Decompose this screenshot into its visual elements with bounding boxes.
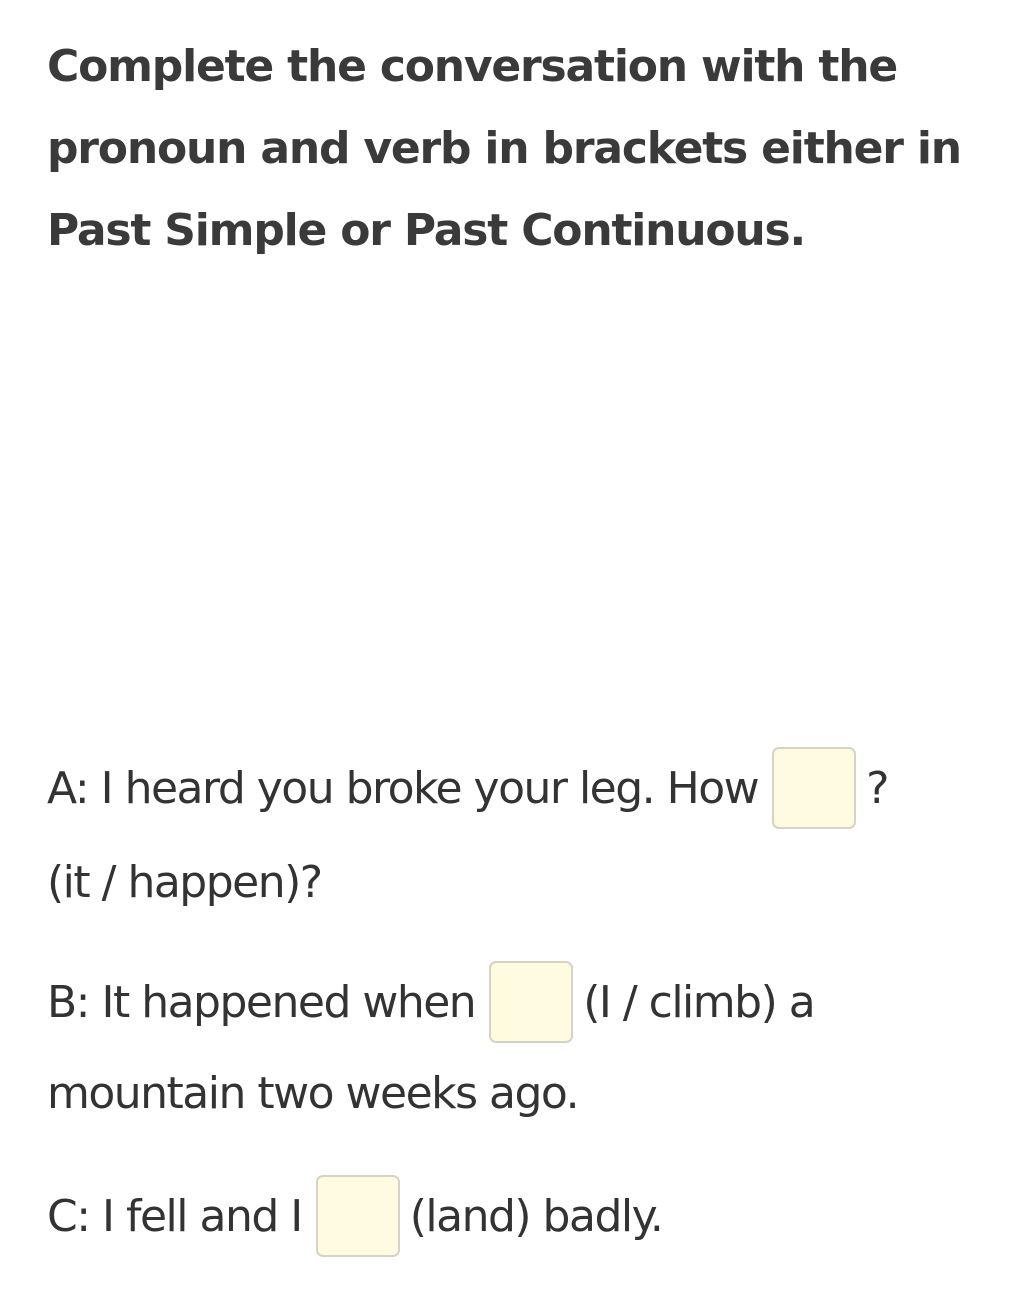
line-a-text: A: I heard you broke your leg. How <box>47 762 759 814</box>
exercise-instruction: Complete the conversation with the pronoun and verb in brackets either in Past Simple or Past Continuous. <box>47 41 961 256</box>
answer-input-a[interactable] <box>772 747 856 829</box>
dialogue-line-a <box>47 748 888 828</box>
dialogue-line-a-hint <box>47 842 322 922</box>
line-b-text: B: It happened when <box>47 976 476 1028</box>
line-c-text: C: I fell and I <box>47 1190 302 1242</box>
dialogue-line-c <box>47 1176 662 1256</box>
line-b-continuation-text: mountain two weeks ago. <box>47 1067 579 1119</box>
line-c-hint: (land) badly. <box>409 1190 663 1242</box>
line-a-hint: (it / happen)? <box>47 856 322 908</box>
line-a-question-mark: ? <box>866 762 888 814</box>
dialogue-line-b <box>47 962 814 1042</box>
answer-input-b[interactable] <box>489 961 573 1043</box>
dialogue-line-b-continuation <box>47 1053 578 1133</box>
answer-input-c[interactable] <box>316 1175 400 1257</box>
line-b-hint: (I / climb) a <box>583 976 815 1028</box>
